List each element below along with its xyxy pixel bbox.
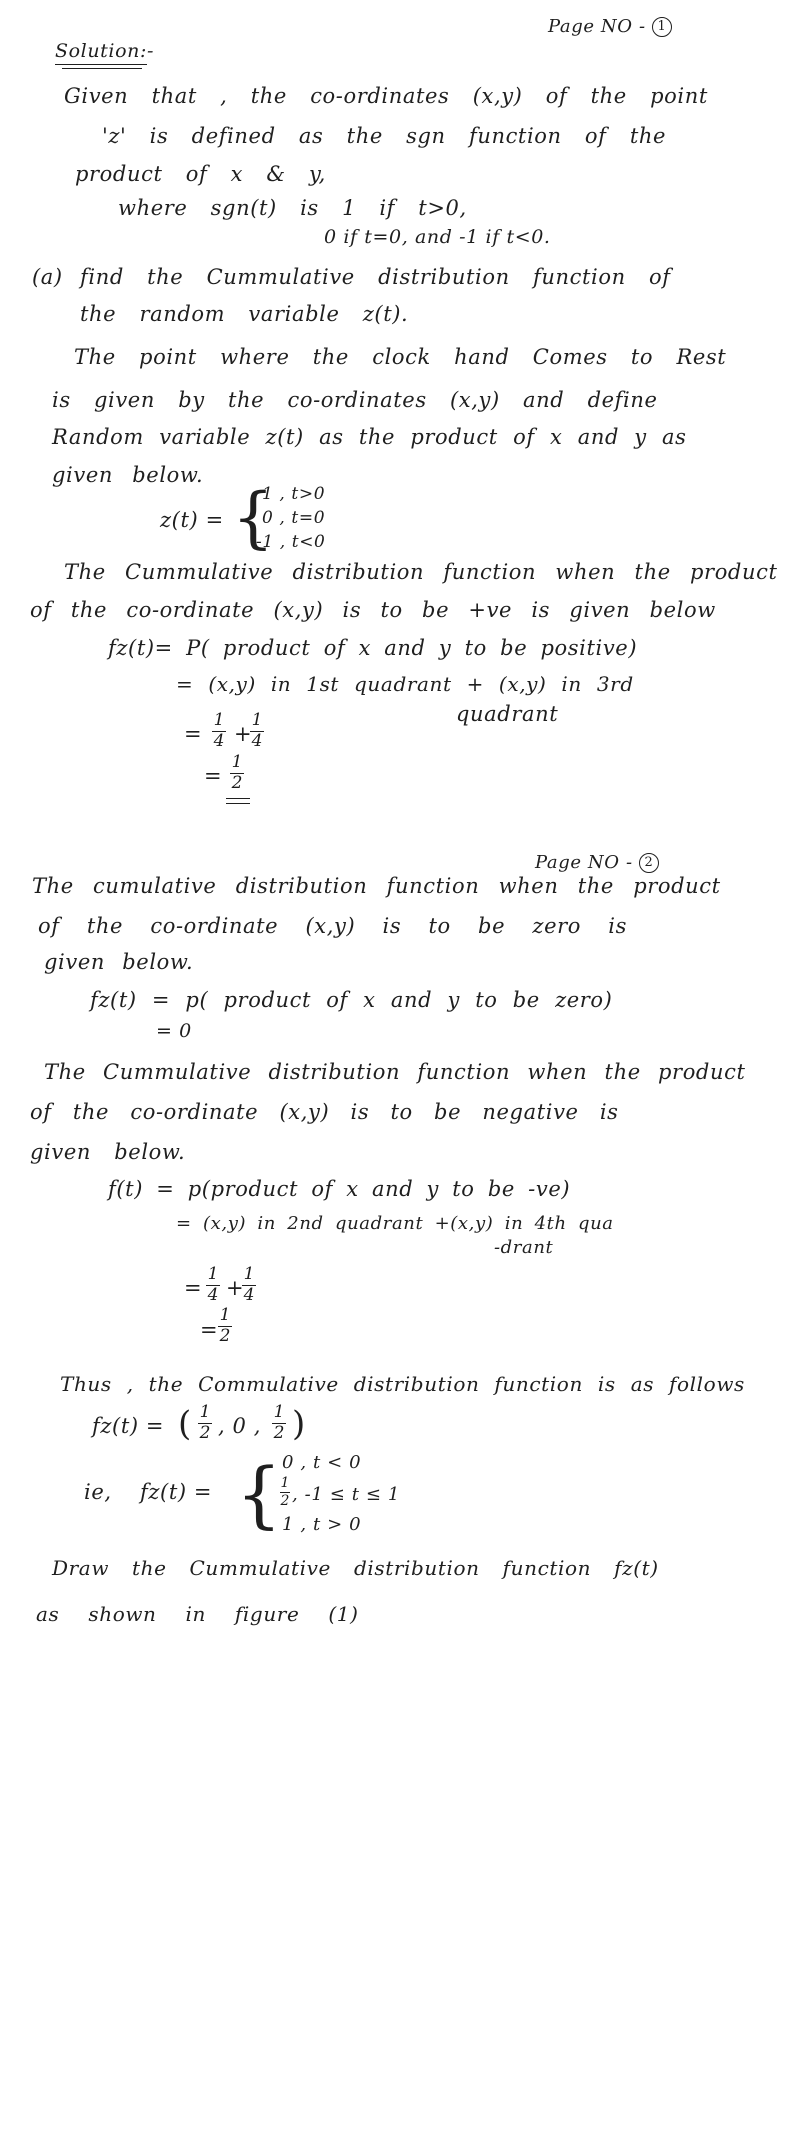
positive-line-1: The Cummulative distribution function when the product — [64, 560, 778, 584]
tuple-open: ( — [178, 1404, 192, 1444]
draw-line-2: as shown in figure (1) — [36, 1602, 359, 1626]
tuple-half-den-1: 2 — [199, 1422, 211, 1443]
given-line-2: 'z' is defined as the sgn function of the — [102, 124, 667, 148]
equals-sign-2: = — [204, 764, 223, 788]
case-2: , -1 ≤ t ≤ 1 — [292, 1484, 400, 1505]
zero-line-1: The cumulative distribution function when the product — [32, 874, 721, 898]
tuple-half-num-2: 1 — [273, 1402, 285, 1422]
zt-case-1: 1 , t>0 — [262, 484, 326, 504]
half-num-2: 1 — [219, 1305, 231, 1325]
quadrant-cont: quadrant — [456, 702, 559, 726]
half-fraction-2 — [218, 1307, 232, 1346]
given-line-3: product of x & y, — [75, 162, 326, 186]
zt-case-2: 0 , t=0 — [262, 508, 326, 528]
page-number-label-2: Page NO - — [535, 852, 633, 873]
part-a-label: (a) — [32, 265, 63, 289]
zt-lhs: z(t) = — [160, 508, 224, 532]
zero-eq: = 0 — [156, 1020, 192, 1042]
solution-underline — [55, 64, 147, 65]
page-number-circle-2: 2 — [639, 853, 659, 873]
fz-negative: f(t) = p(product of x and y to be -ve) — [108, 1177, 571, 1201]
equals-sign-3: = — [184, 1276, 203, 1300]
solution-underline-2 — [62, 68, 142, 69]
quarter-num-3: 1 — [207, 1264, 219, 1284]
fz-positive: fz(t)= P( product of x and y to be positive) — [108, 636, 638, 660]
page-number-2 — [535, 852, 659, 873]
quarter-den: 4 — [213, 730, 225, 751]
fz-zero: fz(t) = p( product of x and y to be zero) — [90, 988, 613, 1012]
quarter-den-4: 4 — [243, 1284, 255, 1305]
negative-line-3: given below. — [30, 1140, 186, 1164]
intro-line-2: is given by the co-ordinates (x,y) and define — [52, 388, 658, 412]
quarter-fraction-4 — [242, 1266, 256, 1305]
quarter-fraction-3 — [206, 1266, 220, 1305]
half-num: 1 — [231, 752, 243, 772]
cases-brace: { — [236, 1452, 282, 1536]
quarter-den-3: 4 — [207, 1284, 219, 1305]
zt-brace: { — [232, 479, 274, 556]
page-number-label: Page NO - — [548, 16, 646, 37]
half-den: 2 — [231, 772, 243, 793]
case-3: 1 , t > 0 — [282, 1514, 362, 1535]
zero-line-2: of the co-ordinate (x,y) is to be zero is — [38, 914, 627, 938]
intro-line-4: given below. — [52, 463, 204, 487]
tuple-sep: , 0 , — [218, 1414, 262, 1438]
part-a-line-2: the random variable z(t). — [80, 302, 409, 326]
given-line-4: where sgn(t) is 1 if t>0, — [118, 196, 467, 220]
fz-tuple-lhs: fz(t) = — [92, 1414, 165, 1438]
tuple-half-2 — [272, 1404, 286, 1443]
negative-line-2: of the co-ordinate (x,y) is to be negative is — [30, 1100, 619, 1124]
fz-ie-lhs: fz(t) = — [140, 1480, 213, 1504]
quarter-fraction-2 — [250, 712, 264, 751]
quarter-num-4: 1 — [243, 1264, 255, 1284]
intro-line-1: The point where the clock hand Comes to Rest — [74, 345, 727, 369]
plus-sign-2: + — [226, 1276, 245, 1300]
quadrant-negative-cont: -drant — [494, 1237, 554, 1258]
draw-line-1: Draw the Cummulative distribution function fz(t) — [52, 1556, 659, 1580]
case-half-num: 1 — [280, 1475, 290, 1491]
given-line-5: 0 if t=0, and -1 if t<0. — [324, 226, 551, 248]
page-number-1 — [548, 16, 672, 37]
part-a-line-1: find the Cummulative distribution function of — [80, 265, 671, 289]
quadrant-negative: = (x,y) in 2nd quadrant +(x,y) in 4th qua — [176, 1213, 614, 1234]
tuple-half-num-1: 1 — [199, 1402, 211, 1422]
tuple-close: ) — [292, 1404, 306, 1444]
quarter-fraction-1 — [212, 712, 226, 751]
positive-line-2: of the co-ordinate (x,y) is to be +ve is given below — [30, 598, 716, 622]
half-den-2: 2 — [219, 1325, 231, 1346]
quarter-num-2: 1 — [251, 710, 263, 730]
half-fraction-1 — [230, 754, 244, 793]
answer-underline-1 — [226, 798, 250, 799]
quarter-num: 1 — [213, 710, 225, 730]
given-line-1: Given that , the co-ordinates (x,y) of the point — [64, 84, 708, 108]
case-half-den: 2 — [280, 1492, 290, 1509]
quarter-den-2: 4 — [251, 730, 263, 751]
tuple-half-1 — [198, 1404, 212, 1443]
page-number-circle: 1 — [652, 17, 672, 37]
ie-label: ie, — [84, 1480, 112, 1504]
quadrant-line: = (x,y) in 1st quadrant + (x,y) in 3rd — [176, 672, 634, 696]
zt-case-3: -1 , t<0 — [256, 532, 326, 552]
negative-line-1: The Cummulative distribution function when the product — [44, 1060, 746, 1084]
tuple-half-den-2: 2 — [273, 1422, 285, 1443]
zero-line-3: given below. — [44, 950, 194, 974]
equals-sign-4: = — [200, 1318, 219, 1342]
intro-line-3: Random variable z(t) as the product of x and y as — [52, 425, 687, 449]
case-1: 0 , t < 0 — [282, 1452, 362, 1473]
answer-underline-2 — [226, 803, 250, 804]
solution-heading: Solution:- — [55, 40, 154, 62]
plus-sign-1: + — [234, 722, 253, 746]
equals-sign-1: = — [184, 722, 203, 746]
thus-line: Thus , the Commulative distribution function is as follows — [60, 1372, 745, 1396]
case-2-half — [280, 1476, 290, 1508]
